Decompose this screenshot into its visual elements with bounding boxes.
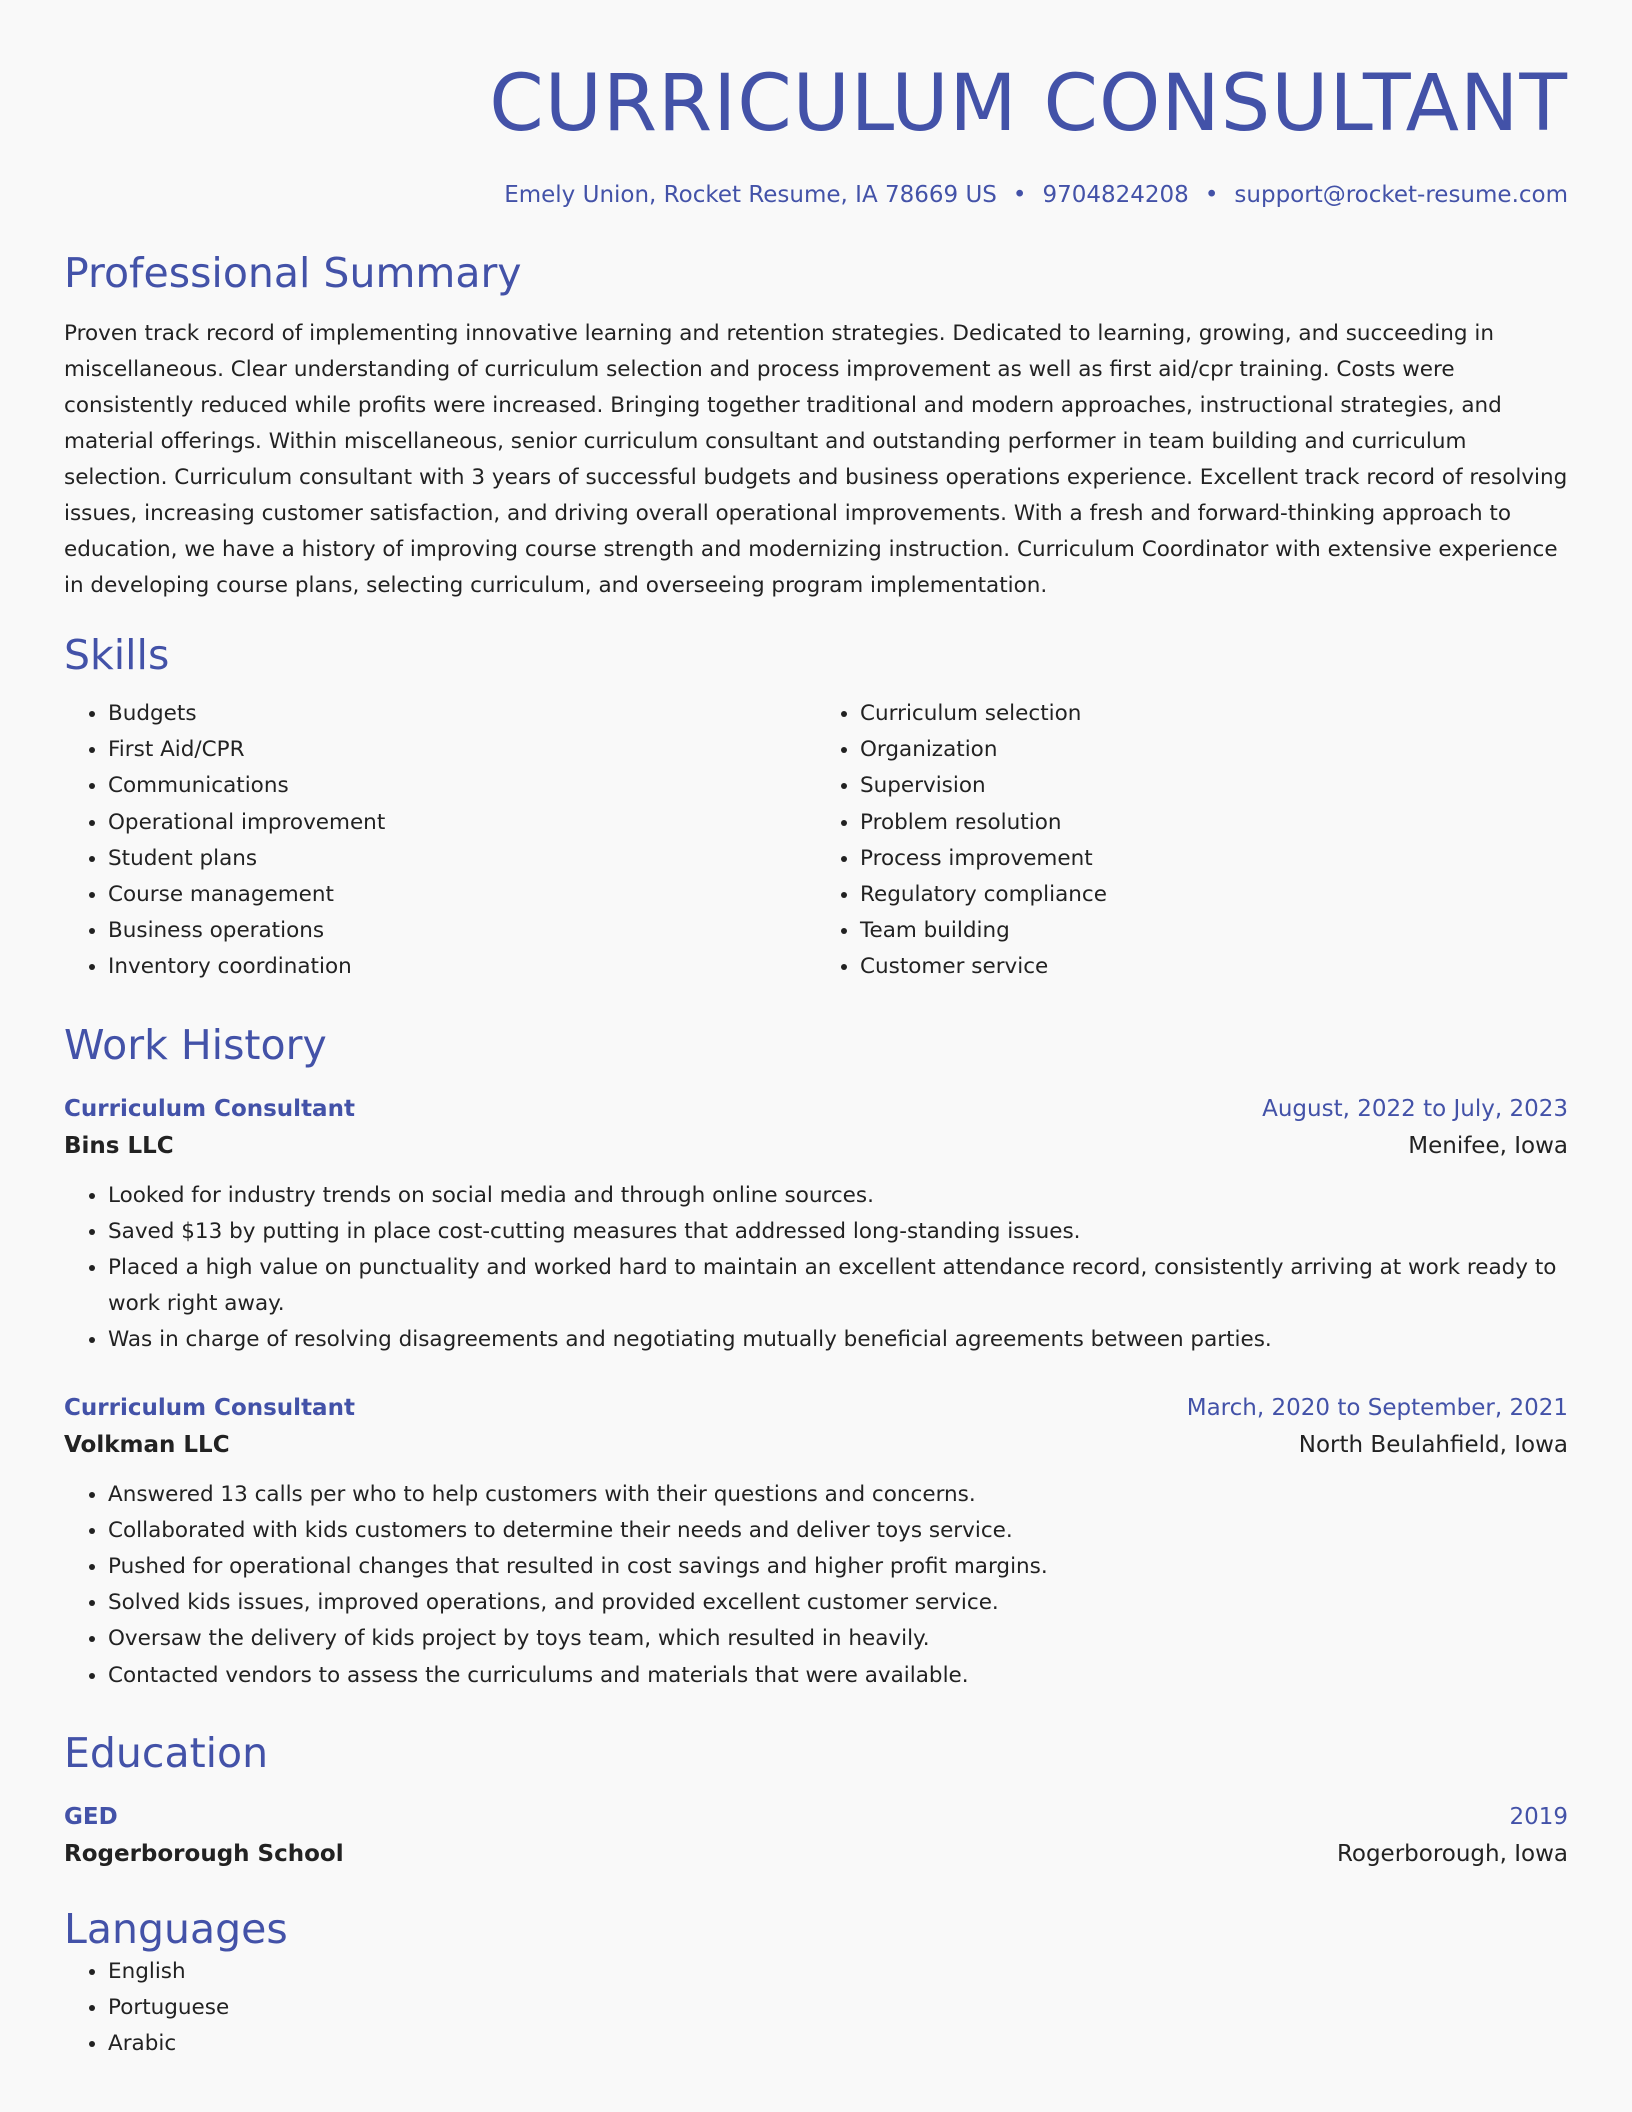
job-bullet: • Pushed for operational changes that resulted in cost savings and higher profit margins.	[108, 1549, 1568, 1585]
education-degree: GED	[64, 1803, 118, 1830]
job-bullet: • Oversaw the delivery of kids project by toys team, which resulted in heavily.	[108, 1621, 1568, 1657]
skill-item: • Curriculum selection	[860, 696, 1568, 732]
job-bullet: • Collaborated with kids customers to determine their needs and deliver toys service.	[108, 1513, 1568, 1549]
skill-item: • Business operations	[108, 913, 816, 949]
job-location: North Beulahfield, Iowa	[1298, 1431, 1568, 1458]
skill-item: • Problem resolution	[860, 805, 1568, 841]
contact-email: support@rocket-resume.com	[1234, 182, 1568, 208]
job-entry	[64, 1092, 1568, 1359]
resume-header	[64, 54, 1568, 210]
skill-item: • Process improvement	[860, 841, 1568, 877]
skill-item: • Course management	[108, 877, 816, 913]
job-title-row	[64, 1391, 1568, 1425]
contact-separator: •	[1012, 182, 1027, 208]
job-bullet: • Solved kids issues, improved operations, and provided excellent customer service.	[108, 1585, 1568, 1621]
languages-heading: Languages	[64, 1904, 288, 1953]
language-item: • Portuguese	[108, 1990, 1568, 2026]
education-section	[64, 1728, 1568, 1874]
education-school-row	[64, 1834, 1568, 1874]
job-bullets	[64, 1178, 1568, 1359]
job-dates: August, 2022 to July, 2023	[1262, 1095, 1568, 1122]
contact-line	[64, 180, 1568, 210]
education-location: Rogerborough, Iowa	[1336, 1840, 1568, 1867]
job-company: Bins LLC	[64, 1132, 174, 1159]
summary-text: Proven track record of implementing innovative learning and retention strategies. Dedicated to learning, growing, and succeeding in miscellaneous. Clear understanding of curriculum selection and process improvement as well as first aid/cpr training. Costs were consistently reduced while profits were increased. Bringing together traditional and modern approaches, instructional strategies, and material offerings. Within miscellaneous, senior curriculum consultant and outstanding performer in team building and curriculum selection. Curriculum consultant with 3 years of successful budgets and business operations experience. Excellent track record of resolving issues, increasing customer satisfaction, and driving overall operational improvements. With a fresh and forward-thinking approach to education, we have a history of improving course strength and modernizing instruction. Curriculum Coordinator with extensive experience in developing course plans, selecting curriculum, and overseeing program implementation.	[64, 321, 1568, 598]
skill-item: • Supervision	[860, 768, 1568, 804]
contact-separator: •	[1204, 182, 1219, 208]
job-company-row	[64, 1126, 1568, 1166]
job-title: Curriculum Consultant	[64, 1095, 355, 1122]
skill-item: • Inventory coordination	[108, 949, 816, 985]
skills-section	[64, 630, 1568, 986]
work-history-section	[64, 1020, 1568, 1694]
education-degree-row	[64, 1800, 1568, 1834]
job-bullet: • Placed a high value on punctuality and worked hard to maintain an excellent attendance record, consistently arriving at work ready to work right away.	[108, 1250, 1568, 1322]
languages-section	[64, 1904, 1568, 2063]
education-year: 2019	[1509, 1803, 1568, 1830]
language-item: • Arabic	[108, 2026, 1568, 2062]
skill-item: • Student plans	[108, 841, 816, 877]
languages-list	[64, 1954, 1568, 2063]
job-bullet: • Saved $13 by putting in place cost-cutting measures that addressed long-standing issues.	[108, 1214, 1568, 1250]
education-heading: Education	[64, 1728, 269, 1777]
skill-item: • Organization	[860, 732, 1568, 768]
skill-item: • Team building	[860, 913, 1568, 949]
contact-phone: 9704824208	[1042, 182, 1189, 208]
job-bullet: • Looked for industry trends on social media and through online sources.	[108, 1178, 1568, 1214]
summary-heading: Professional Summary	[64, 249, 522, 297]
skill-item: • Budgets	[108, 696, 816, 732]
work-history-heading: Work History	[64, 1020, 327, 1069]
job-entry	[64, 1391, 1568, 1694]
skill-item: • Communications	[108, 768, 816, 804]
skill-item: • Operational improvement	[108, 805, 816, 841]
skills-columns	[64, 696, 1568, 986]
language-item: • English	[108, 1954, 1568, 1990]
job-location: Menifee, Iowa	[1408, 1132, 1568, 1159]
contact-address: Emely Union, Rocket Resume, IA 78669 US	[504, 182, 997, 208]
education-entry	[64, 1800, 1568, 1874]
job-company-row	[64, 1425, 1568, 1465]
skill-item: • Customer service	[860, 949, 1568, 985]
resume-title: CURRICULUM CONSULTANT	[489, 59, 1568, 149]
skills-list-left	[64, 696, 816, 986]
job-bullet: • Answered 13 calls per who to help customers with their questions and concerns.	[108, 1477, 1568, 1513]
education-school: Rogerborough School	[64, 1840, 344, 1867]
job-bullet: • Was in charge of resolving disagreements and negotiating mutually beneficial agreements between parties.	[108, 1322, 1568, 1358]
summary-section	[64, 248, 1568, 604]
job-company: Volkman LLC	[64, 1431, 230, 1458]
job-title-row	[64, 1092, 1568, 1126]
job-bullets	[64, 1477, 1568, 1694]
job-dates: March, 2020 to September, 2021	[1186, 1394, 1568, 1421]
skills-heading: Skills	[64, 631, 170, 679]
skill-item: • Regulatory compliance	[860, 877, 1568, 913]
skill-item: • First Aid/CPR	[108, 732, 816, 768]
job-bullet: • Contacted vendors to assess the curriculums and materials that were available.	[108, 1658, 1568, 1694]
skills-list-right	[816, 696, 1568, 986]
job-title: Curriculum Consultant	[64, 1394, 355, 1421]
